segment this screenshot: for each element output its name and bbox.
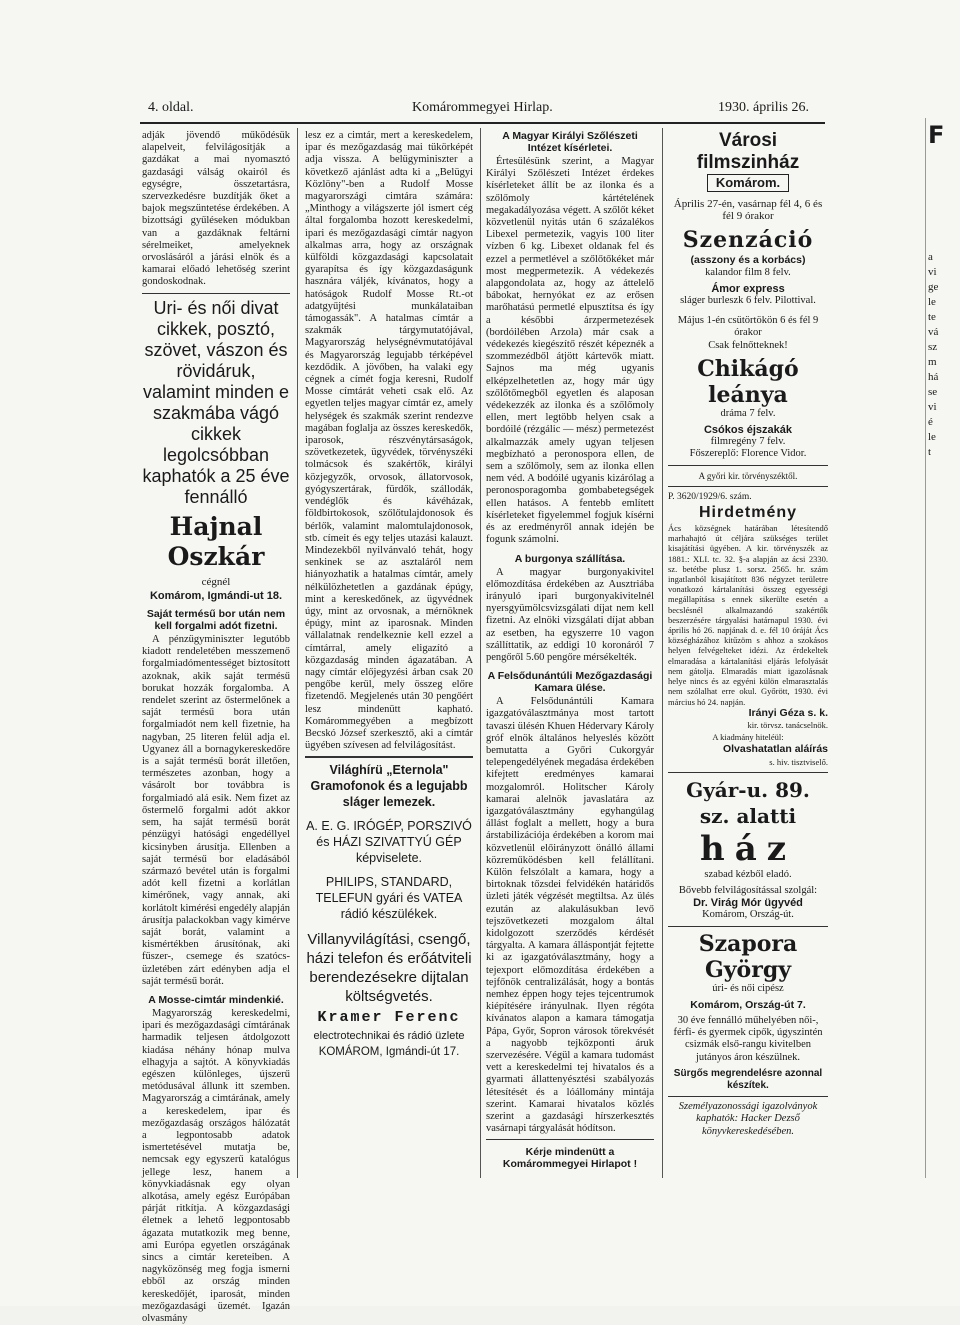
article-text: A Felsődunántúli Kamara igazgatóválasztmánya most tartott tavaszi ülésén Khuen Hédervary Károly gróf elnök általános helyeslés között bemutatta a Győri Cukorgyár telepengedélyének megadása érdekében kifejtett eredményes kamarai mozgalomról. Holitscher Károly kamarai alelnök javaslatára az igazgatóválasztmány egyhangúlag állást foglalt a mellett, hogy a bura árstabilizációja érdekében a korom mai közvetlenül előirányzott önálló állami közreműködésben kell felállítani. Külön felszólalt a kamara, hogy a birtoknak tőzsdei felvidékén határidős üzleti játék végzését megtiltsa. Az ülés ezután az alakulásukban levő tejszövetkezeti mozgalom által kidolgozott szerződés kérdését tárgyalta. A kamara álláspontját fejtette ki az igazgatóválasztmány, hogy a tejexport előmozdítása érdekében a tejfőnök centralizálását, hogy a bontás nemhez éppen hogy tejes tejcentrumok kiépítésére irányulnak. Ilyen régóta kívánatos alapon a kamara támogatja Pápa, Győr, Sopron városok törekvését a nagyobb tejközponti áruk szervezésére. Végül a kamara tudomást vett a kereskedelmi tej hivatalos és a gyarmati állattenyésztési szabályozás létesítését és a lóállomány mintája szerint. Kamarai hivatalos közlés szerint a gazdasági hírszerkesztés vasárnapi tárgyalását hódítson. (486, 696, 654, 1135)
issue-date: 1930. április 26. (718, 100, 809, 115)
column-1 (142, 130, 290, 1325)
article-text: Magyarország kereskedelmi, ipari és mezőgazdasági címtárának harmadik teljesen átdolgozott kiadása néhány hónap mulva elhagyja a sajtót. A könyvkiadás egészen különleges, újszerű metódusával állunk itt szemben. Magyarország a cimtárának, amely a kereskedelem, ipar és mezőgazdaság országos hálózatát a legpontosabb adatok ismertetésével mutatja be, nemcsak egy egyszerű katalógus jellege lesz, hanem a könyvkiadásnak egy olyan alkotása, amely egész Európában párját ritkítja. A közgazdasági életnek a lehető legpontosabb ágazata mutatkozik meg benne, ami Európa egyetlen országának sincs a cimtár kereteiben. A nagyközönség meg fogja ismerni ebből az ország minden kereskedőjét, iparosát, minden mezőgazdasági üzemét. Igazán olvasmány (142, 1007, 290, 1325)
adjacent-page-fragment (928, 120, 958, 458)
signature-title: kir. törvsz. tanácselnök. (747, 719, 828, 730)
notice-title: Hirdetmény (698, 504, 798, 522)
film-info: kalandor film 8 felv. (705, 266, 791, 278)
page-gutter (925, 118, 926, 1178)
column-4 (668, 130, 828, 1190)
hajnal-oszkar-ad (142, 298, 290, 602)
signature: Olvashatatlan aláírás (722, 743, 828, 756)
article-text: A pénzügyminiszter legutóbb kiadott rendeletében messzemenő forgalmiadómentességet biztosított azoknak, akik saját termésű borukat hozzák forgalomba. A rendelet szerint az őstermelőnek a saját termésű bora után forgalmiadót nem kell fizetnie, ha nagyban, 25 literen felül adja el. Ugyanez áll a bornagykereskedőre is a saját termésű borát illetően, természetes azonban, hogy a vásárolt bor továbbra is forgalmiadó alá esik. Nem fizet az őstermelő forgalmi adót akkor sem, ha saját termésű borát pénzügyi hatósági engedéllyel kicsinyben árusítja. Ellenben a saját termésű bor eladásából származó bevétel után is forgalmi adót kell fizetni a korlátlan kimérőnek, vagy annak, aki korlátolt kimérési engedély alapján árusítja palackokban vagy kimérve saját borát, valamint a kismértékben árusítónak, aki füszer-, csemege és szatócs-üzletében zárt edényben adja el saját termésű borát. (142, 634, 290, 987)
notice-text: Ács községnek határában létesítendő marhahajtó út céljára szükséges terület kisajátítási ügyében. A kir. törvényszék az 1881.: XLI. tc. 32. §-a alapján az ácsi 2330. sz. betétbe plusz 1. sorsz. 2565. hr. szám ingatlanból kisajátított 836 négyzet területre vonatkozó kártalanítási összeg egyességi megállapítása s ennek sikerülte esetén a becslésnél alkalmazandó szakértők beszerzésére tárgyalási határnapul 1930. évi április hó 26. napjának d. e. fél 10 óráját Ács községházához kitűzöm s ahhoz a szokásos helyen felvégelteket idézi. Az érdekeltek elmaradása a kártalanítási eljárás lefolyását nem gátolja. Elmaradás miatt igazolásnak helye nincs és az egyéni külön elmarasztalás nem szólalhat erre okul. Győrött, 1930. évi március hó 24. napján. (668, 523, 828, 707)
divider (668, 772, 828, 773)
ad-line: szabad kézből eladó. (704, 868, 792, 880)
signature-title: s. hiv. tisztviselő. (769, 756, 828, 767)
cinema-title: Városi filmszinház (696, 130, 800, 173)
film-subtitle: (asszony és a korbács) (690, 254, 806, 267)
article-text: lesz ez a cimtár, mert a kereskedelem, ipar és mezőgazdaság mai tükörképét adja vissza. A belügyminiszter a következő ajánlást adta ki a „Belügyi Közlöny"-ben a Rudolf Mosse magyarországi cimtára számára: „Minthogy a világszerte jól ismert cég által forgalomba hozott kereskedelmi, ipari és mezőgazdasági címtár nagyon alkalmas arra, hogy az országnak külföldi közgazdasági kapcsolatait gyarapítsa és így közgazdaságunk hasznára váljék, kívánatos, hogy a hatóságok Rudolf Mosse Rt.-ot adatgyűjtési munkálataiban támogassák". A hatalmas címtár a szakmák tárgymutatójával, Magyarország helységnévmutatójával és Magyarország legujabb térképével kezdődik. A jövőben, ha valaki egy cégnek a címét fogja keresni, Rudolf Mosse címtárát veheti csak elő. Az egyetlen teljes magyar címtár ez, amely helységek és szakmák szerint rendezve magában foglalja az összes kereskedők, iparosok, részvénytársaságok, szövetkezetek, ügyvédek, törvényszéki tolmácsok és szakértők, királyi közjegyzők, orvosok, állatorvosok, gyógyszertárak, fürdők, szállodák, vendéglők és kávéházak, földbirtokosok, szőlőtulajdonosok és bérlők, valamint malomtulajdonosok, stb. címeit és egy teljes utazási kalauzt. Mindezekből nyilvánvaló tehát, hogy senkinek se az asztaláról nem hiányozhatik a hatalmas címtár, amely nélkülözhetetlen a gazdának épúgy, mint a kereskedőnek, az ügyvédnek úgy, mint az orvosnak, a mérnöknek épúgy, mint az iparosnak. Minden vállalatnak rendelkeznie kell ezzel a címtárral, amely eligazító a közgazdaság minden ágazatában. A nagy címtár előjegyzési árban csak 20 pengőbe kerül, mely összeg előre fizetendő. Megjelenés után 30 pengőért lesz mindenütt kapható. Komárommegyében a megbízott Becskó József szerkesztő, aki a címtár ügyében szívesen ad felvilágosítást. (305, 130, 473, 752)
paper-title: Komárommegyei Hirlap. (412, 100, 553, 115)
ad-line: Sürgős megrendelésre azonnal készítek. (673, 1067, 823, 1091)
film-info: filmregény 7 felv. (710, 436, 786, 448)
column-separator (480, 128, 481, 1178)
fragment-text: é (928, 416, 933, 428)
ad-line: electrotechnikai és rádió üzlete (313, 1029, 465, 1042)
headline-mosse: A Mosse-cimtár mindenkié. (148, 993, 284, 1006)
divider (668, 465, 828, 466)
headline-kamara: A Felsődunántúli Mezőgazdasági Kamara ülése. (487, 670, 653, 695)
fragment-text: vá (928, 326, 939, 338)
page-number: 4. oldal. (148, 100, 194, 115)
cobbler-ad (668, 931, 828, 1093)
film-info: Főszereplő: Florence Vidor. (689, 448, 807, 460)
ad-line: Bővebb felvilágosítással szolgál: (678, 884, 818, 896)
header-rule (140, 122, 825, 124)
fragment-text: se (928, 386, 938, 398)
page-header (140, 100, 830, 122)
id-card-notice: Személyazonossági igazolványok kaphatók: Hacker Dezső könyvkereskedésében. (678, 1101, 818, 1137)
ad-headline: Gyár-u. 89. sz. alatti (686, 777, 810, 828)
kramer-ferenc-ad (305, 762, 473, 1058)
headline-bor: Saját termésű bor után nem kell forgalmi adót fizetni. (146, 608, 286, 633)
ad-cegnel: cégnél (201, 575, 231, 588)
ad-text: Uri- és női divat cikkek, posztó, szövet, vászon és rövidáruk, valamint minden e szakmába vágó cikkek legolcsóbban kaphatók a 25 éve fennálló (142, 297, 290, 507)
ad-line: Gramofonok és a legujabb (310, 779, 468, 794)
divider (668, 1096, 828, 1097)
ad-line: úri- és női cipész (712, 982, 784, 994)
fragment-text: ge (928, 281, 939, 293)
cinema-ad (668, 130, 828, 461)
fragment-text: te (928, 311, 936, 323)
film-title: Ámor express (711, 282, 785, 295)
court-name: A győri kir. törvényszéktől. (698, 470, 798, 481)
divider (142, 293, 290, 294)
fragment-text: le (928, 296, 936, 308)
fragment-text: le (928, 431, 936, 443)
ad-line: Villanyvilágítási, csengő, házi telefon és erőátviteli berendezésekre dijtalan költségvetés. (306, 931, 472, 1006)
ad-line: sláger lemezek. (342, 795, 436, 810)
ad-contact: Dr. Virág Mór ügyvéd (693, 897, 803, 910)
ad-address: KOMÁROM, Igmándi-út 17. (318, 1045, 460, 1058)
house-for-sale-ad (668, 777, 828, 922)
film-title: Csókos éjszakák (703, 424, 793, 437)
fragment-text: há (928, 371, 939, 383)
fragment-text: m (928, 356, 937, 368)
case-number: P. 3620/1929/6. szám. (668, 491, 752, 502)
court-notice (668, 470, 828, 768)
signature: Irányi Géza s. k. (748, 706, 828, 719)
ad-name: Szapora György (698, 930, 798, 983)
fragment-text: vi (928, 401, 937, 413)
film-info: sláger burleszk 6 felv. Pilottival. (680, 295, 816, 307)
ad-address: Komárom, Ország-út. (702, 909, 794, 921)
fragment-letter: F (928, 121, 945, 149)
ad-line: Világhírü „Eternola" (329, 763, 449, 778)
ad-address: Komárom, Ország-út 7. (690, 998, 806, 1011)
ad-line: PHILIPS, STANDARD, TELEFUN gyári és VATEA rádió készülékek. (315, 875, 463, 922)
film-title: Chikágó leánya (697, 355, 799, 408)
divider (305, 756, 473, 758)
ad-name-last: Oszkár (167, 541, 265, 571)
ad-line: A. E. G. IRÓGÉP, PORSZIVÓ és HÁZI SZIVATTYÚ GÉP képviselete. (306, 819, 472, 866)
column-3 (486, 130, 654, 1180)
column-2 (305, 130, 473, 1180)
ad-address: Komárom, Igmándi-ut 18. (149, 589, 283, 602)
column-separator (662, 128, 663, 1178)
ad-name: Kramer Ferenc (317, 1009, 461, 1027)
fragment-text: a (928, 251, 933, 263)
fragment-text: t (928, 446, 932, 458)
divider (668, 486, 828, 487)
headline-burgonya: A burgonya szállítása. (514, 552, 626, 565)
notice: Csak felnőtteknek! (708, 339, 788, 351)
subscribe-notice: Kérje mindenütt a Komárommegyei Hirlapot ! (502, 1146, 638, 1171)
cinema-town: Komárom. (707, 174, 789, 192)
attestation: A kiadmány hiteléül: (712, 732, 784, 743)
divider (668, 926, 828, 927)
ad-headline: ház (699, 828, 797, 869)
film-title: Szenzáció (682, 227, 814, 254)
column-separator (297, 128, 298, 1178)
fragment-text: sz (928, 341, 938, 353)
film-info: dráma 7 felv. (720, 407, 776, 419)
ad-name-first: Hajnal (169, 511, 263, 541)
article-text: Értesülésünk szerint, a Magyar Királyi Szőlészeti Intézet érdekes kísérleteket állít be az ilonka és a szőlőmoly kártételének megakadályozása végett. A szőlőt kéket közvetlenül nyitás után 6 százalékos Libexel permetezik, vagyis 100 liter vízben 6 kg. Libexet oldanak fel és ezzel a permetlével a szőlőtőkéket már most megpermetezik. A védekezés alapgondolata az, hogy az áttelelő bábokat, hernyókat ez az erősen marőhatású permetlé elpusztítsa és így a későbbi árzpermetezések (bordóilében Arzola) már csak a védekezés kiegészítő részét képeznék a szommezédből átjött kártevők miatt. Sajnos ma még ugyanis elképzelhetetlen az, hogy már úgy szőlőtőmegből egyetlen és alaposan védekezzék az ilonka és a szőlőmoly ellen, mert legtöbb helyen csak a bordóilé (rézgálic — mész) permetezést alkalmazzák amely ugyan teljesen megbízható a peronospora ellen, de sem a szőlőmoly, sem az ilonka ellen nem véd. A bodóilé ugyanis kizárólag a peronosporagomba gombabetegségek ellen hatásos. A fentebb említett kísérleteket figyelemmel fogjuk kísérni és az eredményről annak idején be fogunk számolni. (486, 156, 654, 546)
schedule: Május 1-én csütörtökön 6 és fél 9 órakor (677, 315, 819, 339)
divider (486, 1139, 654, 1140)
article-text: adják jövendő működésük alapelveit, felvilágosítják a gazdákat a mai nyomasztó gazdasági válság okairól és egységre, összetartásra, szervezkedésre buzdítják őket a bajok megszüntetése érdekében. A bizottsági gyűléseken módukban van a gazdáknak feltárni sérelmeiket, amelyeknek orvoslásáról a járási elnök és a kamarai előadó lehetőség szerint gondoskodnak. (142, 130, 290, 288)
schedule: Április 27-én, vasárnap fél 4, 6 és fél 9 órakor (673, 198, 823, 223)
headline-szoleszet: A Magyar Királyi Szőlészeti Intézet kísérletei. (502, 130, 638, 154)
article-text: A magyar burgonyakivitel előmozdítása érdekében az Ausztriába irányuló ipari burgonyakivitelnél nyersgyümölcsvizsgálati díjat nem kell fizetni. Az elnöki vizsgálati díjat abban az esetben, ha egyszerre 10 vagon szállíttatik, az eddigi 10 koronáról 7 pengőről 5.60 pengőre mérsékelték. (486, 566, 654, 663)
fragment-text: vi (928, 266, 937, 278)
ad-line: 30 éve fennálló műhelyében női-, férfi- és gyermek cipők, úgyszintén csizmák első-rangu kivitelben jutányos áron készülnek. (673, 1014, 823, 1063)
